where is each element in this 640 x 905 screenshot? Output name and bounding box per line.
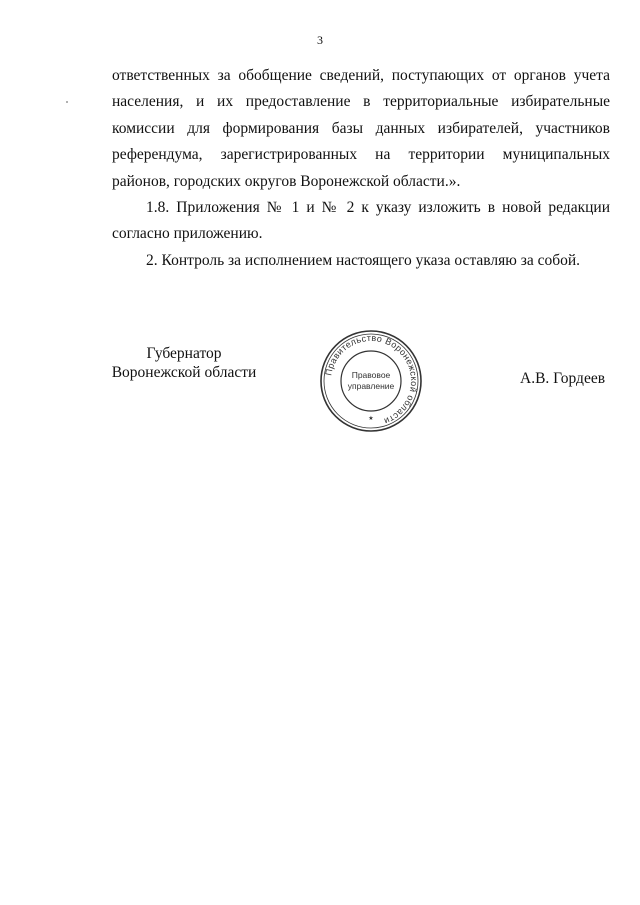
seal-inner-line-1: Правовое [351,370,391,380]
paragraph-2: 2. Контроль за исполнением настоящего указа оставляю за собой. [146,251,581,269]
signer-title-line-1: Губернатор [146,345,222,362]
signer-name: А.В. Гордеев [520,370,606,387]
official-seal-stamp [318,328,424,434]
seal-star-icon: ★ [368,415,374,422]
page-number: 3 [317,33,323,47]
seal-inner-line-2: управление [347,381,395,391]
paragraph-continuation: ответственных за обобщение сведений, поступающих от органов учета населения, и их предоставление в территориальные избирательные комиссии для формирования базы данных избирателей, участников референдума, зарегистрированных на территории муниципальных районов, городских округов Воронежской области.». [112,67,610,190]
paragraph-1-8: 1.8. Приложения № 1 и № 2 к указу изложить в новой редакции согласно приложению. [112,199,610,243]
document-body [112,63,610,274]
signer-title-line-2: Воронежской области [111,364,257,381]
margin-dot [66,101,68,103]
seal-outer-text: Правительство Воронежской области [323,332,420,427]
signer-title [100,344,268,382]
